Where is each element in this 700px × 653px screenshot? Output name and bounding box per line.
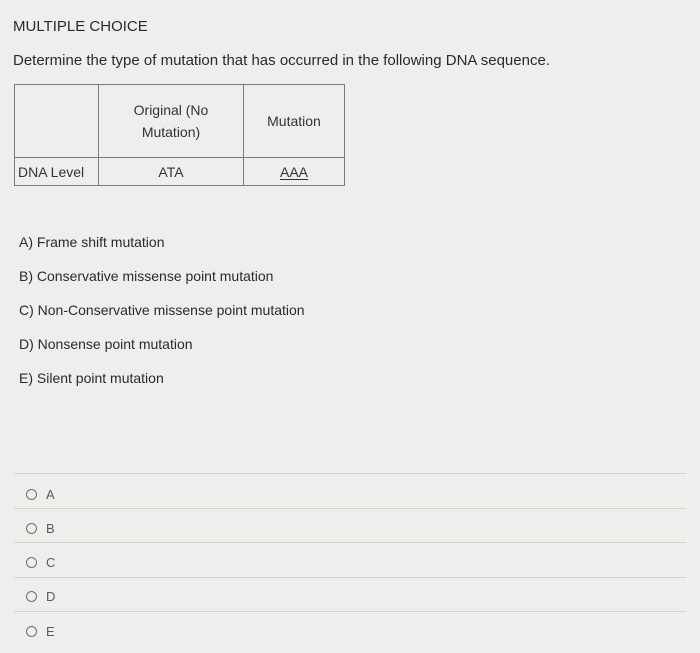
radio-button[interactable] — [26, 523, 37, 534]
radio-button[interactable] — [26, 626, 37, 637]
column-header-original-label: Original (No Mutation) — [133, 102, 209, 140]
choice-label: D — [46, 589, 56, 604]
choice-label: B — [46, 521, 55, 536]
answer-options-list — [19, 232, 305, 402]
mutation-cell — [244, 158, 345, 186]
radio-button[interactable] — [26, 591, 37, 602]
choice-b[interactable] — [26, 521, 55, 536]
original-cell — [99, 158, 244, 186]
radio-button[interactable] — [26, 489, 37, 500]
choice-e[interactable] — [26, 624, 55, 639]
column-header-mutation-label: Mutation — [267, 113, 321, 129]
section-header: MULTIPLE CHOICE — [13, 18, 148, 35]
table-header-row — [15, 85, 345, 158]
original-sequence: ATA — [158, 163, 184, 180]
divider — [14, 508, 686, 509]
row-label-cell — [15, 158, 99, 186]
answer-option: C) Non-Conservative missense point mutation — [19, 302, 305, 318]
divider — [14, 611, 686, 612]
dna-table — [14, 84, 345, 186]
column-header-mutation — [244, 85, 345, 158]
answer-option: D) Nonsense point mutation — [19, 336, 193, 352]
answer-option: E) Silent point mutation — [19, 370, 164, 386]
column-header-original — [99, 85, 244, 158]
answer-option: A) Frame shift mutation — [19, 234, 165, 250]
choice-label: E — [46, 624, 55, 639]
choice-d[interactable] — [26, 589, 55, 604]
divider — [14, 577, 686, 578]
table-corner-cell — [15, 85, 99, 158]
divider — [14, 473, 686, 474]
choice-a[interactable] — [26, 487, 55, 502]
table-row — [15, 158, 345, 186]
question-text: Determine the type of mutation that has occurred in the following DNA sequence. — [13, 52, 550, 69]
answer-option: B) Conservative missense point mutation — [19, 268, 274, 284]
choice-label: A — [46, 487, 55, 502]
mutation-sequence: AAA — [279, 163, 308, 180]
radio-button[interactable] — [26, 557, 37, 568]
choice-c[interactable] — [26, 555, 55, 570]
divider — [14, 542, 686, 543]
row-label: DNA Level — [18, 163, 85, 180]
choice-label: C — [46, 555, 56, 570]
